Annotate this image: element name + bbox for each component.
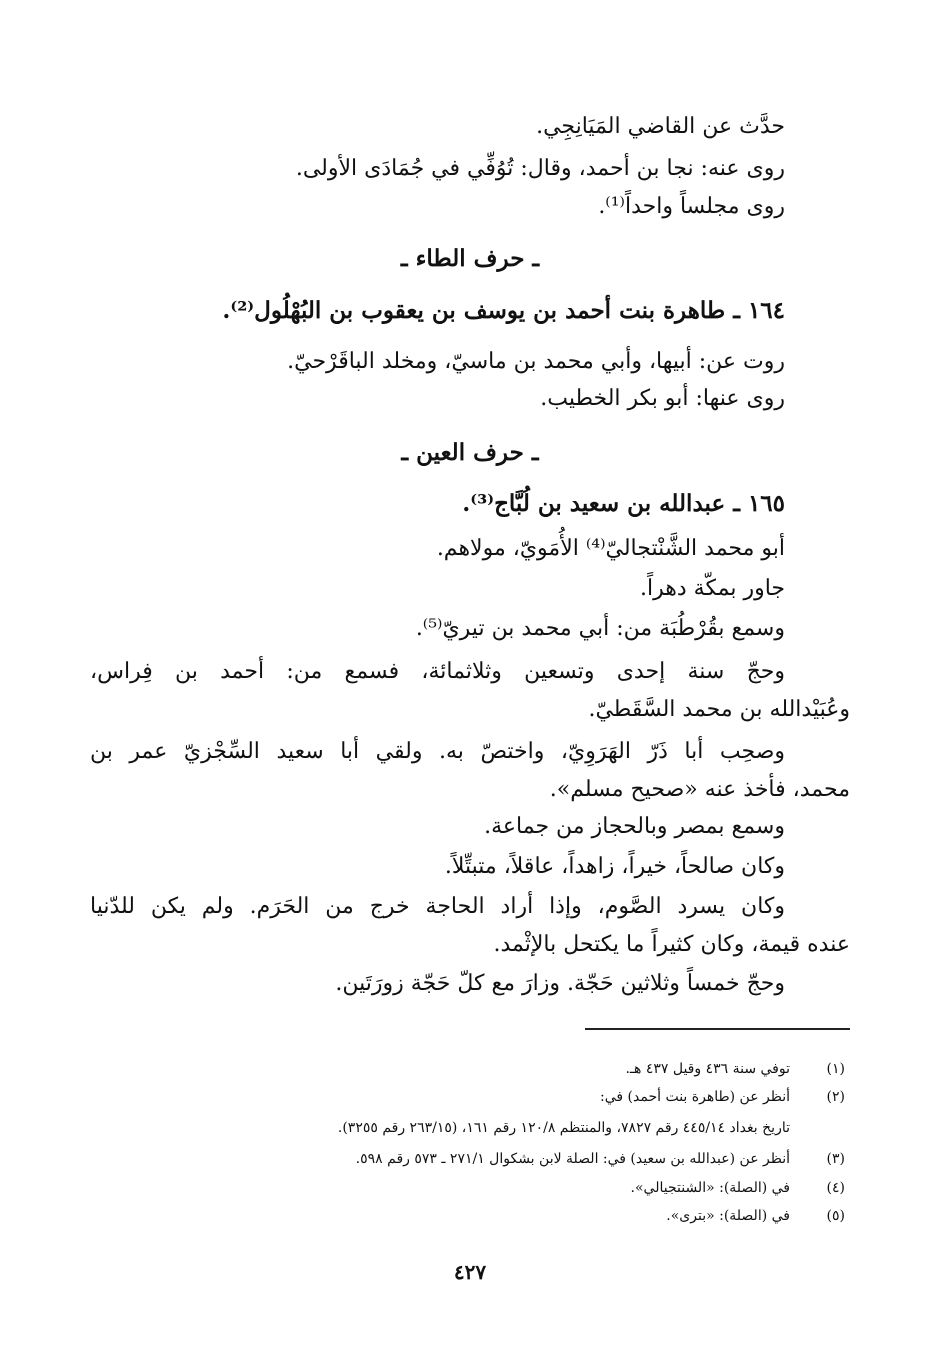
entry-title-164: ١٦٤ ـ طاهرة بنت أحمد بن يوسف بن يعقوب بن البُهْلُول⁽²⁾. [222, 297, 785, 324]
footnote-divider [585, 1028, 850, 1030]
text-line: روى مجلساً واحداً⁽¹⁾. [598, 194, 785, 219]
text-line: وكان صالحاً، خيراً، زاهداً، عاقلاً، متبتِّلاً. [444, 854, 785, 879]
text-line: روى عنها: أبو بكر الخطيب. [540, 386, 785, 411]
footnote-number: (٢) [826, 1089, 845, 1105]
footnote-number: (٤) [826, 1180, 845, 1196]
text-line: حدَّث عن القاضي المَيَانِجِي. [536, 114, 785, 139]
text-line: وعُبَيْدالله بن محمد السَّقَطيّ. [588, 697, 850, 722]
text-line: جاور بمكّة دهراً. [640, 576, 785, 601]
footnote-number: (١) [826, 1061, 845, 1077]
footnote-text: في (الصلة): «بترى». [666, 1208, 790, 1224]
text-line: روت عن: أبيها، وأبي محمد بن ماسيّ، ومخلد الباقَرْحيّ. [287, 349, 785, 374]
text-line: وسمع بقُرْطُبَة من: أبي محمد بن تيريّ⁽⁵⁾. [415, 616, 785, 641]
footnote-text: في (الصلة): «الشنتجيالي». [630, 1180, 790, 1196]
section-heading-ayn: ـ حرف العين ـ [401, 439, 539, 466]
footnote-text: أنظر عن (طاهرة بنت أحمد) في: [600, 1089, 790, 1105]
footnote-number: (٥) [826, 1208, 845, 1224]
text-line: وصحِب أبا ذَرّ الهَرَوِيّ، واختصّ به. ولقي أبا سعيد السِّجْزيّ عمر بن [90, 739, 785, 764]
footnote-number: (٣) [826, 1151, 845, 1167]
text-line: محمد، فأخذ عنه «صحيح مسلم». [549, 777, 850, 802]
text-line: وكان يسرد الصَّوم، وإذا أراد الحاجة خرج من الحَرَم. ولم يكن للدّنيا [90, 894, 785, 919]
footnote-text: توفي سنة ٤٣٦ وقيل ٤٣٧ هـ. [625, 1061, 790, 1077]
text-line: أبو محمد الشَّنْتجاليّ⁽⁴⁾ الأُمَويّ، مولاهم. [436, 536, 785, 561]
text-line: وحجّ سنة إحدى وتسعين وثلاثمائة، فسمع من: أحمد بن فِراس، [90, 659, 785, 684]
text-line: وحجّ خمساً وثلاثين حَجّة. وزارَ مع كلّ حَجّة زورَتَين. [335, 971, 785, 996]
text-line: عنده قيمة، وكان كثيراً ما يكتحل بالإثْمد. [493, 932, 850, 957]
footnote-text: أنظر عن (عبدالله بن سعيد) في: الصلة لابن بشكوال ٢٧١/١ ـ ٥٧٣ رقم ٥٩٨. [355, 1151, 790, 1167]
text-line: روى عنه: نجا بن أحمد، وقال: تُوُفِّي في جُمَادَى الأولى. [295, 156, 785, 181]
text-line: وسمع بمصر وبالحجاز من جماعة. [484, 814, 785, 839]
entry-title-165: ١٦٥ ـ عبدالله بن سعيد بن لُبَّاج⁽³⁾. [462, 490, 785, 517]
page-number: ٤٢٧ [453, 1260, 487, 1284]
section-heading-ta: ـ حرف الطاء ـ [400, 245, 540, 272]
footnote-text: تاريخ بغداد ٤٤٥/١٤ رقم ٧٨٢٧، والمنتظم ١٢٠/٨ رقم ١٦١، (٢٦٣/١٥ رقم ٣٢٥٥). [337, 1120, 790, 1136]
